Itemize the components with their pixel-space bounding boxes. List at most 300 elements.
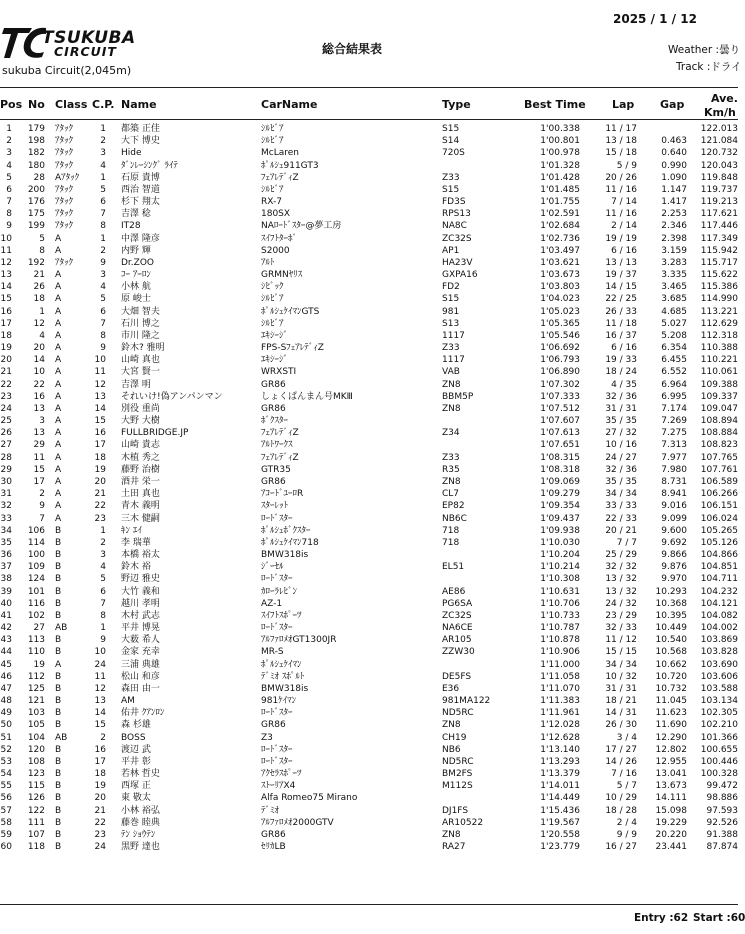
- type-cell: Z34: [442, 428, 460, 439]
- no-cell: 107: [27, 829, 45, 840]
- class-cell: A: [55, 270, 62, 281]
- no-cell: 11: [33, 452, 45, 463]
- no-cell: 5: [39, 233, 45, 244]
- type-cell: AP1: [442, 245, 460, 256]
- cp-cell: 21: [94, 805, 106, 816]
- class-cell: ｱﾀｯｸ: [55, 136, 74, 147]
- ave-speed-cell: 106.151: [700, 501, 738, 512]
- class-cell: B: [55, 671, 62, 682]
- cp-cell: 6: [100, 306, 106, 317]
- col-header-cp: C.P.: [92, 98, 115, 111]
- gap-cell: 20.220: [655, 829, 687, 840]
- table-row: [0, 379, 738, 391]
- table-row: [0, 841, 738, 853]
- best-time-cell: 1'09.437: [540, 513, 580, 524]
- lap-cell: 33 / 33: [605, 501, 637, 512]
- pos-cell: 43: [0, 635, 12, 646]
- ave-speed-cell: 103.588: [700, 683, 738, 694]
- no-cell: 13: [33, 403, 45, 414]
- car-name-cell: ﾌｪｱﾚﾃﾞｨZ: [261, 452, 299, 463]
- ave-speed-cell: 120.732: [700, 148, 738, 159]
- no-cell: 1: [39, 306, 45, 317]
- gap-cell: 15.098: [655, 805, 687, 816]
- car-name-cell: McLaren: [261, 148, 299, 159]
- table-row: [0, 671, 738, 683]
- type-cell: CL7: [442, 489, 460, 500]
- gap-cell: 2.398: [661, 233, 687, 244]
- gap-cell: 11.623: [655, 708, 687, 719]
- cp-cell: 18: [94, 452, 106, 463]
- class-cell: A: [55, 403, 62, 414]
- lap-cell: 2 / 14: [611, 221, 637, 232]
- lap-cell: 17 / 27: [605, 744, 637, 755]
- pos-cell: 28: [0, 452, 12, 463]
- pos-cell: 9: [6, 221, 12, 232]
- best-time-cell: 1'02.736: [540, 233, 580, 244]
- gap-cell: 13.041: [655, 769, 687, 780]
- pos-cell: 16: [0, 306, 12, 317]
- gap-cell: 9.692: [661, 537, 687, 548]
- lap-cell: 19 / 37: [605, 270, 637, 281]
- type-cell: AE86: [442, 586, 466, 597]
- type-cell: AR10522: [442, 817, 484, 828]
- car-name-cell: ｱﾙﾄ: [261, 257, 275, 268]
- cp-cell: 5: [100, 574, 106, 585]
- ave-speed-cell: 106.024: [700, 513, 738, 524]
- cp-cell: 9: [100, 257, 106, 268]
- pos-cell: 52: [0, 744, 12, 755]
- gap-cell: 19.229: [655, 817, 687, 828]
- best-time-cell: 1'13.293: [540, 756, 580, 767]
- lap-cell: 5 / 7: [616, 781, 637, 792]
- ave-speed-cell: 100.328: [700, 769, 738, 780]
- gap-cell: 10.732: [655, 683, 687, 694]
- lap-cell: 14 / 15: [605, 282, 637, 293]
- pos-cell: 1: [6, 124, 12, 134]
- car-name-cell: RX-7: [261, 197, 282, 208]
- no-cell: 103: [27, 708, 45, 719]
- class-cell: A: [55, 464, 62, 475]
- pos-cell: 23: [0, 391, 12, 402]
- table-row: [0, 427, 738, 439]
- driver-name-cell: 内野 輝: [121, 245, 151, 256]
- car-name-cell: ｱﾙﾄﾜｰｸｽ: [261, 440, 293, 451]
- gap-cell: 7.977: [661, 452, 687, 463]
- no-cell: 17: [33, 476, 45, 487]
- driver-name-cell: 藤野 治樹: [121, 464, 160, 475]
- col-header-car: CarName: [261, 98, 318, 111]
- no-cell: 200: [27, 184, 45, 195]
- car-name-cell: GR86: [261, 476, 286, 487]
- no-cell: 28: [33, 172, 45, 183]
- car-name-cell: ｼﾙﾋﾞｱ: [261, 124, 284, 134]
- gap-cell: 10.368: [655, 598, 687, 609]
- no-cell: 4: [39, 330, 45, 341]
- ave-speed-cell: 115.942: [700, 245, 738, 256]
- best-time-cell: 1'23.779: [540, 842, 580, 853]
- pos-cell: 45: [0, 659, 12, 670]
- ave-speed-cell: 103.606: [700, 671, 738, 682]
- type-cell: RPS13: [442, 209, 471, 220]
- lap-cell: 11 / 17: [605, 124, 637, 134]
- type-cell: NA6CE: [442, 623, 473, 634]
- lap-cell: 5 / 9: [616, 160, 637, 171]
- class-cell: A: [55, 233, 62, 244]
- lap-cell: 31 / 31: [605, 403, 637, 414]
- best-time-cell: 1'06.692: [540, 343, 580, 354]
- table-row: [0, 208, 738, 220]
- cp-cell: 19: [94, 781, 106, 792]
- lap-cell: 14 / 31: [605, 708, 637, 719]
- pos-cell: 19: [0, 343, 12, 354]
- driver-name-cell: 山崎 真也: [121, 355, 160, 366]
- best-time-cell: 1'11.070: [540, 683, 580, 694]
- ave-speed-cell: 115.386: [700, 282, 738, 293]
- best-time-cell: 1'00.801: [540, 136, 580, 147]
- best-time-cell: 1'05.546: [540, 330, 580, 341]
- gap-cell: 9.099: [661, 513, 687, 524]
- gap-cell: 8.731: [661, 476, 687, 487]
- class-cell: A: [55, 294, 62, 305]
- cp-cell: 4: [100, 562, 106, 573]
- table-row: [0, 233, 738, 245]
- car-name-cell: ｼﾋﾞｯｸ: [261, 282, 284, 293]
- no-cell: 102: [27, 610, 45, 621]
- type-cell: S15: [442, 124, 460, 134]
- type-cell: R35: [442, 464, 460, 475]
- gap-cell: 6.552: [661, 367, 687, 378]
- cp-cell: 10: [94, 647, 106, 658]
- type-cell: VAB: [442, 367, 460, 378]
- table-row: [0, 513, 738, 525]
- no-cell: 198: [27, 136, 45, 147]
- ave-speed-cell: 104.851: [700, 562, 738, 573]
- cp-cell: 4: [100, 160, 106, 171]
- table-row: [0, 622, 738, 634]
- lap-cell: 4 / 35: [611, 379, 637, 390]
- class-cell: B: [55, 696, 62, 707]
- lap-cell: 13 / 13: [605, 257, 637, 268]
- lap-cell: 24 / 27: [605, 452, 637, 463]
- car-name-cell: GR86: [261, 720, 286, 731]
- driver-name-cell: 森田 由一: [121, 683, 160, 694]
- type-cell: ZN8: [442, 829, 461, 840]
- best-time-cell: 1'03.673: [540, 270, 580, 281]
- best-time-cell: 1'00.978: [540, 148, 580, 159]
- cp-cell: 17: [94, 440, 106, 451]
- results-table: [0, 123, 738, 853]
- best-time-cell: 1'13.379: [540, 769, 580, 780]
- no-cell: 20: [33, 343, 45, 354]
- cp-cell: 11: [94, 367, 106, 378]
- table-row: [0, 719, 738, 731]
- ave-speed-cell: 112.629: [700, 318, 738, 329]
- best-time-cell: 1'06.793: [540, 355, 580, 366]
- no-cell: 19: [33, 659, 45, 670]
- car-name-cell: Z3: [261, 732, 273, 743]
- ave-speed-cell: 107.761: [700, 464, 738, 475]
- footer-divider: [0, 904, 738, 905]
- lap-cell: 19 / 19: [605, 233, 637, 244]
- lap-cell: 7 / 16: [611, 769, 637, 780]
- car-name-cell: BMW318is: [261, 683, 309, 694]
- ave-speed-cell: 114.990: [700, 294, 738, 305]
- lap-cell: 24 / 32: [605, 598, 637, 609]
- track-info: Track :ドライ: [676, 61, 742, 73]
- lap-cell: 13 / 32: [605, 586, 637, 597]
- driver-name-cell: FULLBRIDGE.JP: [121, 428, 189, 439]
- type-cell: DJ1FS: [442, 805, 469, 816]
- driver-name-cell: 大下 博史: [121, 136, 160, 147]
- class-cell: A: [55, 501, 62, 512]
- best-time-cell: 1'03.803: [540, 282, 580, 293]
- no-cell: 115: [27, 781, 45, 792]
- lap-cell: 13 / 32: [605, 574, 637, 585]
- class-cell: A: [55, 476, 62, 487]
- weather-info: Weather :曇り: [668, 44, 741, 56]
- cp-cell: 7: [100, 209, 106, 220]
- ave-speed-cell: 103.869: [700, 635, 738, 646]
- driver-name-cell: 石川 博之: [121, 318, 160, 329]
- pos-cell: 12: [0, 257, 12, 268]
- driver-name-cell: 別役 重尚: [121, 403, 160, 414]
- car-name-cell: GR86: [261, 829, 286, 840]
- gap-cell: 10.395: [655, 610, 687, 621]
- table-row: [0, 172, 738, 184]
- no-cell: 113: [27, 635, 45, 646]
- pos-cell: 30: [0, 476, 12, 487]
- type-cell: FD2: [442, 282, 460, 293]
- car-name-cell: ﾛｰﾄﾞｽﾀｰ: [261, 623, 293, 634]
- class-cell: Aｱﾀｯｸ: [55, 172, 80, 183]
- lap-cell: 11 / 18: [605, 318, 637, 329]
- pos-cell: 22: [0, 379, 12, 390]
- lap-cell: 20 / 26: [605, 172, 637, 183]
- gap-cell: 3.159: [661, 245, 687, 256]
- class-cell: B: [55, 842, 62, 853]
- cp-cell: 1: [100, 172, 106, 183]
- best-time-cell: 1'11.961: [540, 708, 580, 719]
- entry-count: Entry :62: [634, 912, 689, 924]
- pos-cell: 15: [0, 294, 12, 305]
- class-cell: B: [55, 793, 62, 804]
- no-cell: 100: [27, 550, 45, 561]
- best-time-cell: 1'11.058: [540, 671, 580, 682]
- class-cell: B: [55, 708, 62, 719]
- cp-cell: 2: [100, 136, 106, 147]
- class-cell: ｱﾀｯｸ: [55, 221, 74, 232]
- best-time-cell: 1'09.938: [540, 525, 580, 536]
- cp-cell: 17: [94, 756, 106, 767]
- best-time-cell: 1'07.333: [540, 391, 580, 402]
- table-row: [0, 817, 738, 829]
- class-cell: A: [55, 306, 62, 317]
- lap-cell: 3 / 4: [616, 732, 637, 743]
- lap-cell: 16 / 37: [605, 330, 637, 341]
- cp-cell: 14: [94, 403, 106, 414]
- type-cell: 720S: [442, 148, 465, 159]
- gap-cell: 3.465: [661, 282, 687, 293]
- logo-subtext: CIRCUIT: [54, 44, 117, 59]
- lap-cell: 23 / 29: [605, 610, 637, 621]
- gap-cell: 10.720: [655, 671, 687, 682]
- lap-cell: 7 / 7: [616, 537, 637, 548]
- no-cell: 114: [27, 537, 45, 548]
- class-cell: A: [55, 489, 62, 500]
- cp-cell: 4: [100, 282, 106, 293]
- car-name-cell: GR86: [261, 403, 286, 414]
- table-row: [0, 488, 738, 500]
- best-time-cell: 1'01.328: [540, 160, 580, 171]
- cp-cell: 24: [94, 842, 106, 853]
- table-row: [0, 306, 738, 318]
- lap-cell: 11 / 16: [605, 209, 637, 220]
- cp-cell: 1: [100, 233, 106, 244]
- table-row: [0, 293, 738, 305]
- driver-name-cell: 市川 隆之: [121, 330, 160, 341]
- page-title: 総合結果表: [322, 42, 383, 56]
- best-time-cell: 1'07.512: [540, 403, 580, 414]
- gap-cell: 9.600: [661, 525, 687, 536]
- car-name-cell: ﾛｰﾄﾞｽﾀｰ: [261, 744, 293, 755]
- driver-name-cell: 野辺 雅史: [121, 574, 160, 585]
- cp-cell: 22: [94, 501, 106, 512]
- ave-speed-cell: 121.084: [700, 136, 738, 147]
- best-time-cell: 1'07.613: [540, 428, 580, 439]
- class-cell: B: [55, 817, 62, 828]
- driver-name-cell: 木村 武志: [121, 610, 160, 621]
- header-bottom-divider: [0, 119, 738, 120]
- driver-name-cell: 大薮 希人: [121, 635, 160, 646]
- start-count: Start :60: [693, 912, 745, 924]
- lap-cell: 34 / 34: [605, 659, 637, 670]
- driver-name-cell: 中澤 隆彦: [121, 233, 160, 244]
- no-cell: 179: [27, 124, 45, 134]
- pos-cell: 2: [6, 136, 12, 147]
- no-cell: 123: [27, 769, 45, 780]
- ave-speed-cell: 104.866: [700, 550, 738, 561]
- class-cell: B: [55, 647, 62, 658]
- pos-cell: 10: [0, 233, 12, 244]
- best-time-cell: 1'01.485: [540, 184, 580, 195]
- best-time-cell: 1'13.140: [540, 744, 580, 755]
- gap-cell: 3.283: [661, 257, 687, 268]
- best-time-cell: 1'01.755: [540, 197, 580, 208]
- table-row: [0, 780, 738, 792]
- lap-cell: 31 / 31: [605, 683, 637, 694]
- best-time-cell: 1'03.497: [540, 245, 580, 256]
- table-row: [0, 598, 738, 610]
- type-cell: HA23V: [442, 257, 473, 268]
- table-row: [0, 452, 738, 464]
- pos-cell: 29: [0, 464, 12, 475]
- gap-cell: 23.441: [655, 842, 687, 853]
- driver-name-cell: 吉澤 稔: [121, 209, 151, 220]
- type-cell: CH19: [442, 732, 467, 743]
- pos-cell: 5: [6, 172, 12, 183]
- cp-cell: 5: [100, 184, 106, 195]
- driver-name-cell: 小林 裕弘: [121, 805, 160, 816]
- cp-cell: 6: [100, 197, 106, 208]
- lap-cell: 22 / 33: [605, 513, 637, 524]
- driver-name-cell: 小林 航: [121, 282, 151, 293]
- gap-cell: 9.876: [661, 562, 687, 573]
- cp-cell: 19: [94, 464, 106, 475]
- table-row: [0, 586, 738, 598]
- cp-cell: 16: [94, 428, 106, 439]
- gap-cell: 5.208: [661, 330, 687, 341]
- class-cell: B: [55, 525, 62, 536]
- ave-speed-cell: 103.134: [700, 696, 738, 707]
- cp-cell: 2: [100, 732, 106, 743]
- class-cell: A: [55, 355, 62, 366]
- ave-speed-cell: 108.894: [700, 416, 738, 427]
- pos-cell: 20: [0, 355, 12, 366]
- ave-speed-cell: 109.047: [700, 403, 738, 414]
- driver-name-cell: 三木 健嗣: [121, 513, 160, 524]
- no-cell: 29: [33, 440, 45, 451]
- ave-speed-cell: 117.446: [700, 221, 738, 232]
- table-row: [0, 439, 738, 451]
- lap-cell: 2 / 4: [616, 817, 637, 828]
- pos-cell: 34: [0, 525, 12, 536]
- class-cell: A: [55, 282, 62, 293]
- col-header-best: Best Time: [524, 98, 586, 111]
- car-name-cell: ｱｸｾﾗｽﾎﾟｰﾂ: [261, 769, 302, 780]
- cp-cell: 12: [94, 379, 106, 390]
- class-cell: A: [55, 513, 62, 524]
- table-row: [0, 707, 738, 719]
- car-name-cell: ｱｺｰﾄﾞﾕｰﾛR: [261, 489, 304, 500]
- lap-cell: 10 / 32: [605, 671, 637, 682]
- best-time-cell: 1'10.308: [540, 574, 580, 585]
- car-name-cell: 981ｹｲﾏﾝ: [261, 696, 297, 707]
- type-cell: ND5RC: [442, 756, 474, 767]
- table-row: [0, 464, 738, 476]
- pos-cell: 36: [0, 550, 12, 561]
- driver-name-cell: 渡辺 武: [121, 744, 151, 755]
- lap-cell: 7 / 14: [611, 197, 637, 208]
- best-time-cell: 1'10.906: [540, 647, 580, 658]
- best-time-cell: 1'10.878: [540, 635, 580, 646]
- best-time-cell: 1'07.607: [540, 416, 580, 427]
- pos-cell: 51: [0, 732, 12, 743]
- pos-cell: 57: [0, 805, 12, 816]
- cp-cell: 9: [100, 635, 106, 646]
- cp-cell: 1: [100, 623, 106, 634]
- car-name-cell: ﾛｰﾄﾞｽﾀｰ: [261, 708, 293, 719]
- type-cell: Z33: [442, 452, 460, 463]
- ave-speed-cell: 104.121: [700, 598, 738, 609]
- best-time-cell: 1'01.428: [540, 172, 580, 183]
- gap-cell: 1.417: [661, 197, 687, 208]
- col-header-class: Class: [55, 98, 88, 111]
- type-cell: RA27: [442, 842, 466, 853]
- driver-name-cell: 酒井 栄一: [121, 476, 160, 487]
- gap-cell: 10.568: [655, 647, 687, 658]
- class-cell: A: [55, 452, 62, 463]
- driver-name-cell: 杉下 翔太: [121, 197, 160, 208]
- cp-cell: 2: [100, 537, 106, 548]
- lap-cell: 15 / 18: [605, 148, 637, 159]
- driver-name-cell: それいけ!偽アンパンマン: [121, 391, 223, 402]
- class-cell: ｱﾀｯｸ: [55, 160, 74, 171]
- lap-cell: 15 / 15: [605, 647, 637, 658]
- best-time-cell: 1'09.279: [540, 489, 580, 500]
- table-row: [0, 196, 738, 208]
- no-cell: 182: [27, 148, 45, 159]
- table-row: [0, 147, 738, 159]
